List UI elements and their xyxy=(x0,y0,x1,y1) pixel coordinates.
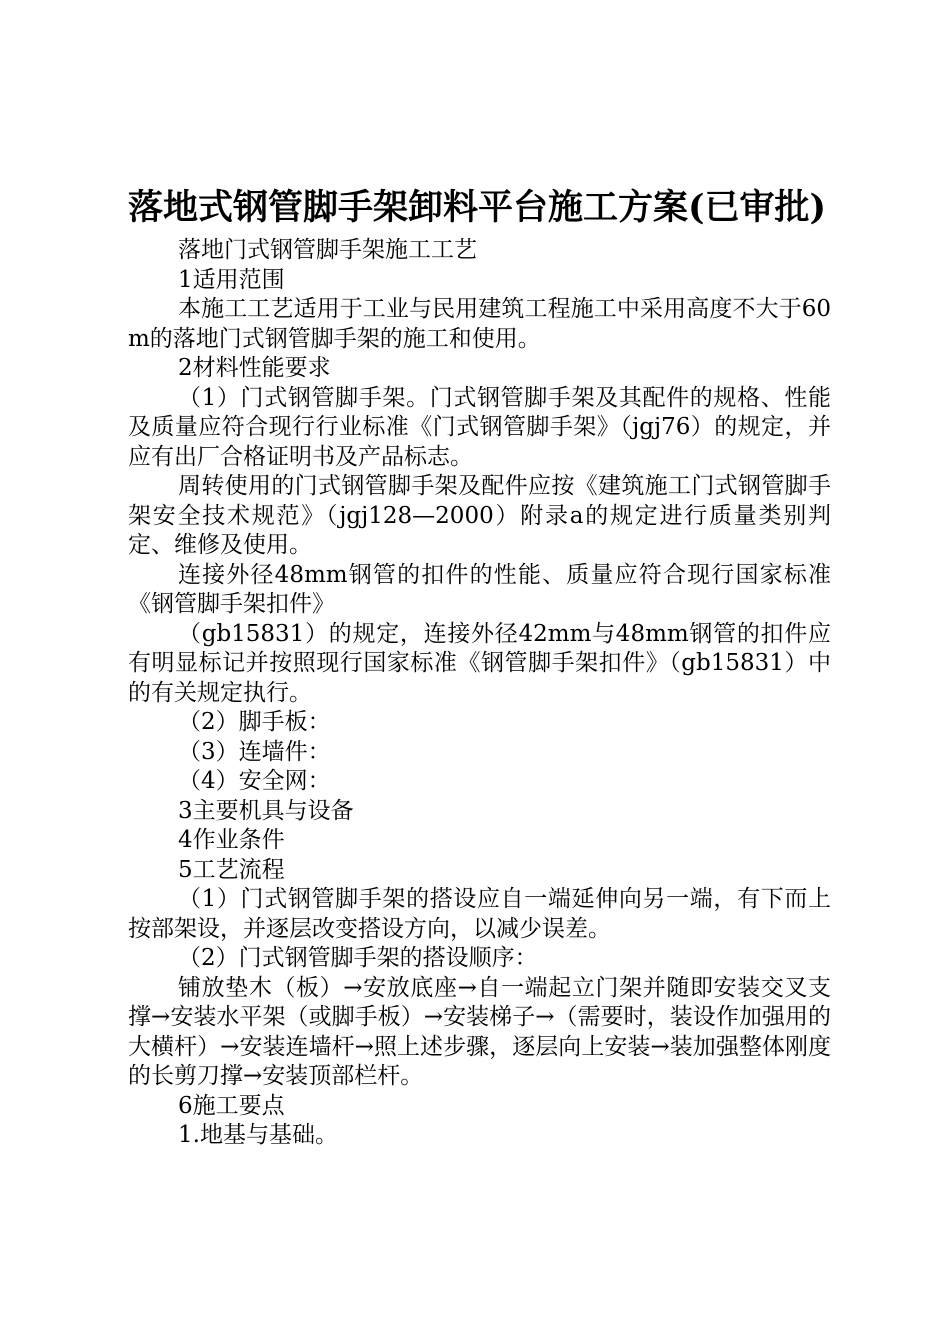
paragraph-materials-1: （1）门式钢管脚手架。门式钢管脚手架及其配件的规格、性能及质量应符合现行行业标准《门式钢管脚手架》（jgj76）的规定，并应有出厂合格证明书及产品标志。 xyxy=(128,384,831,470)
paragraph-process-1: （1）门式钢管脚手架的搭设应自一端延伸向另一端，有下而上按部架设，并逐层改变搭设方向，以减少误差。 xyxy=(128,886,831,942)
paragraph-materials-heading: 2材料性能要求 xyxy=(178,355,331,381)
paragraph-wall-tie: （3）连墙件： xyxy=(178,738,331,765)
paragraph-scope-text: 本施工工艺适用于工业与民用建筑工程施工中采用高度不大于60m的落地门式钢管脚手架的施工和使用。 xyxy=(128,296,831,352)
paragraph-scope-heading: 1适用范围 xyxy=(178,266,285,293)
paragraph-materials-3: 连接外径48mm钢管的扣件的性能、质量应符合现行国家标准《钢管脚手架扣件》 xyxy=(128,561,831,617)
document-title: 落地式钢管脚手架卸料平台施工方案(已审批) xyxy=(128,187,827,228)
paragraph-scaffold-board: （2）脚手板： xyxy=(178,709,331,735)
paragraph-process-2: （2）门式钢管脚手架的搭设顺序： xyxy=(178,945,538,971)
paragraph-materials-2: 周转使用的门式钢管脚手架及配件应按《建筑施工门式钢管脚手架安全技术规范》（jgj128—2000）附录a的规定进行质量类别判定、维修及使用。 xyxy=(128,473,831,558)
paragraph-conditions-heading: 4作业条件 xyxy=(178,827,285,853)
paragraph-process-sequence: 铺放垫木（板）→安放底座→自一端起立门架并随即安装交叉支撑→安装水平架（或脚手板）→安装梯子→（需要时，装设作加强用的大横杆）→安装连墙杆→照上述步骤，逐层向上安装→装加强整体刚度的长剪刀撑→安装顶部栏杆。 xyxy=(128,974,831,1089)
paragraph-foundation: 1.地基与基础。 xyxy=(178,1122,338,1148)
paragraph-key-points-heading: 6施工要点 xyxy=(178,1092,285,1119)
document-body xyxy=(128,236,831,1151)
paragraph-safety-net: （4）安全网： xyxy=(178,768,331,794)
paragraph-materials-4: （gb15831）的规定，连接外径42mm与48mm钢管的扣件应有明显标记并按照现行国家标准《钢管脚手架扣件》（gb15831）中的有关规定执行。 xyxy=(128,620,831,706)
paragraph-section-heading: 落地门式钢管脚手架施工工艺 xyxy=(178,237,477,263)
paragraph-equipment-heading: 3主要机具与设备 xyxy=(178,797,354,824)
paragraph-process-heading: 5工艺流程 xyxy=(178,856,285,883)
